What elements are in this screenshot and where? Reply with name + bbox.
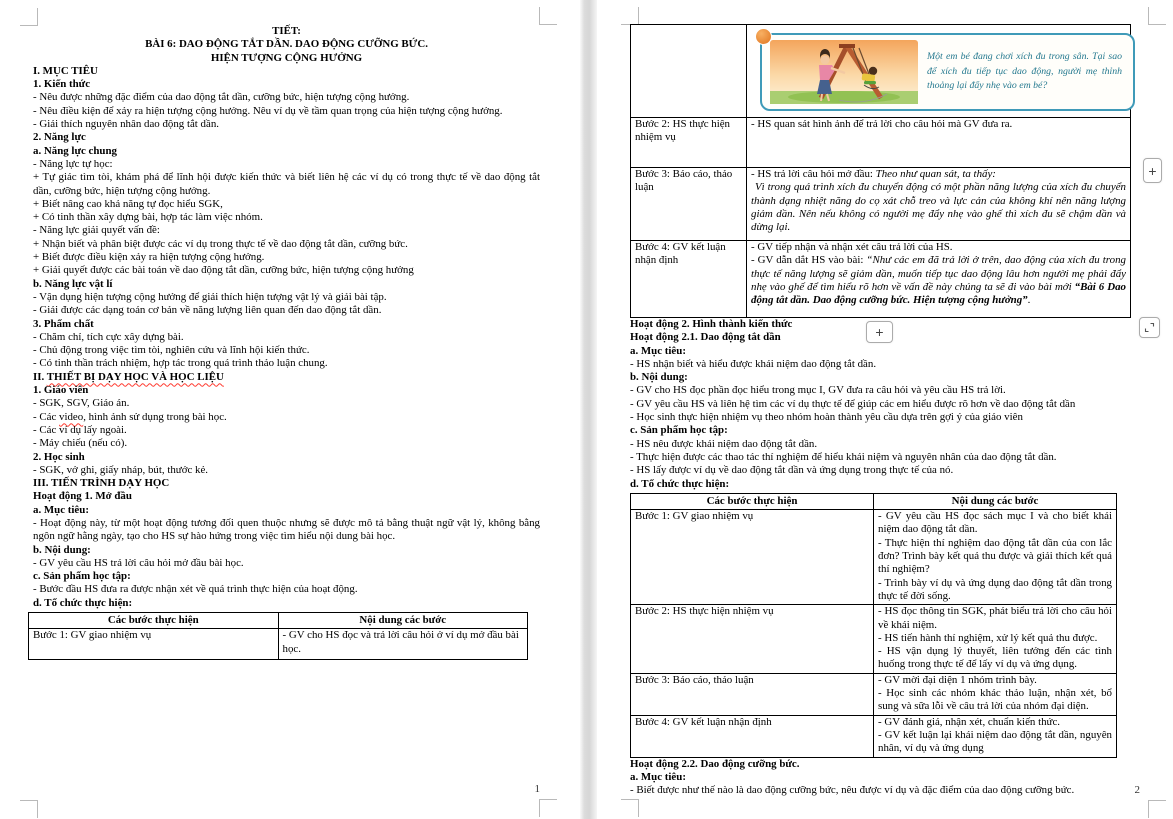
page-number-1: 1: [534, 783, 540, 795]
page-gap-divider: [580, 0, 597, 819]
crop-mark-page2-bottom-right: [1148, 800, 1166, 818]
table-row: [631, 25, 1131, 118]
insert-plus-button-middle[interactable]: [866, 321, 893, 343]
crop-mark-page2-bottom-left: [621, 799, 639, 817]
body-text: - Các: [33, 410, 60, 423]
table-header-steps: Các bước thực hiện: [631, 493, 874, 509]
body-line: + Tự giác tìm tòi, khám phá để lĩnh hội được kiến thức và biết liên hệ các ví dụ có trong thực tế về dao động tắt dần, cưỡng bức, hiện tượng cộng hưởng.: [33, 171, 540, 197]
section-number: II.: [33, 370, 47, 383]
doc-title-line: HIỆN TƯỢNG CỘNG HƯỞNG: [210, 51, 363, 64]
section-heading: [33, 371, 540, 384]
step-cell: Bước 1: GV giao nhiệm vụ: [29, 629, 279, 660]
content-cell: [747, 25, 1131, 118]
crop-mark-page1-bottom-left: [20, 800, 38, 818]
content-line: [751, 168, 1126, 181]
body-text: .: [1027, 294, 1031, 307]
content-line: - HS đọc thông tin SGK, phát biểu trả lời cho câu hỏi về khái niệm.: [878, 605, 1112, 631]
body-line: - Năng lực giải quyết vấn đề:: [33, 224, 160, 237]
table-header-steps: Các bước thực hiện: [29, 613, 279, 629]
step-cell: Bước 4: GV kết luận nhận định: [631, 241, 747, 318]
section-heading: 2. Học sinh: [33, 450, 85, 463]
body-line: - Các ví dụ lấy ngoài.: [33, 423, 127, 436]
section-heading: 1. Giáo viên: [33, 384, 89, 397]
crop-mark-page1-top-right: [539, 7, 557, 25]
content-line: - GV yêu cầu HS đọc sách mục I và cho biết khái niệm dao động tắt dần.: [878, 510, 1112, 536]
step-cell: Bước 2: HS thực hiện nhiệm vụ: [631, 118, 747, 168]
doc-title-line: TIẾT:: [272, 25, 301, 37]
body-line: - HS nhận biết và hiểu được khái niệm dao động tắt dần.: [630, 357, 877, 370]
step-cell: Bước 1: GV giao nhiệm vụ: [631, 510, 874, 605]
table-row: [631, 118, 1131, 168]
activity1-steps-table-continued: [630, 24, 1131, 318]
body-line: + Giải quyết được các bài toán về dao động tắt dần, cưỡng bức, hiện tượng cộng hưởng: [33, 264, 414, 277]
swing-illustration: [770, 40, 918, 104]
table-header-content: Nội dung các bước: [874, 493, 1117, 509]
table-row: [29, 629, 528, 660]
body-line: + Biết được điều kiện xảy ra hiện tượng cộng hưởng.: [33, 251, 265, 264]
content-cell: [874, 715, 1117, 757]
body-line: - Chủ động trong việc tìm tòi, nghiên cứu và lĩnh hội kiến thức.: [33, 344, 310, 357]
activity1-steps-table: [28, 612, 528, 660]
body-line: - SGK, vở ghi, giấy nháp, bút, thước kẻ.: [33, 463, 209, 476]
content-line: - GV kết luận lại khái niệm dao động tắt dần, nguyên nhân, ví dụ và ứng dụng: [878, 728, 1112, 755]
section-heading: 3. Phẩm chất: [33, 317, 94, 330]
crop-mark-page2-top-left: [621, 7, 639, 25]
section-heading: a. Mục tiêu:: [33, 503, 89, 516]
content-line: - Thực hiện thí nghiệm dao động tắt dần của con lắc đơn? Trình bày kết quả thu được và giải thích kết quả thí nghiệm?: [878, 536, 1112, 576]
italic-quote: “Như các em đã trả lời ở trên, dao động của xích đu trong thực tế năng lượng sẽ giảm dần, muốn tiếp tục dao động lâu hơn người mẹ phải đẩy nhẹ vào ghế để tìm hiểu rõ hơn về vấn đề này chúng ta sẽ đi vào bài mới: [751, 254, 1126, 293]
content-cell: [874, 605, 1117, 673]
crop-mark-page1-bottom-right: [539, 799, 557, 817]
body-line: - Hoạt động này, từ một hoạt động tương đối quen thuộc nhưng sẽ được mô tả bằng thuật ngữ vật lý, không bằng ngôn ngữ hằng ngày, tạo cho HS sự hào hứng trong việc tìm hiểu nội dung bài học.: [33, 516, 540, 543]
step-cell: Bước 3: Báo cáo, thảo luận: [631, 673, 874, 715]
section-heading: Hoạt động 2. Hình thành kiến thức: [630, 318, 793, 330]
content-cell: [747, 241, 1131, 318]
textbook-question-box: [760, 33, 1135, 111]
body-line: - Vận dụng hiện tượng cộng hưởng để giải thích hiện tượng vật lý và giải bài tập.: [33, 290, 387, 303]
content-cell: [874, 510, 1117, 605]
body-line: - GV cho HS đọc phần đọc hiểu trong mục I, GV đưa ra câu hỏi và yêu cầu HS trả lời.: [630, 384, 1006, 397]
spellchecked-word: video: [59, 410, 84, 423]
step-cell: Bước 4: GV kết luận nhận định: [631, 715, 874, 757]
italic-answer-text: Vì trong quá trình xích đu chuyển động có một phần năng lượng của xích đu chuyển thành dạng nhiệt năng do cọ xát chỗ treo và lực cản của không khí nên năng lượng giảm dần. Nên nếu không có người mẹ đẩy nhẹ vào ghế thì xích đu sẽ chậm dần và dừng lại.: [751, 181, 1126, 234]
section-heading: III. TIẾN TRÌNH DẠY HỌC: [33, 477, 170, 490]
content-line: - HS tiến hành thí nghiệm, xử lý kết quả thu được.: [878, 631, 1098, 644]
expand-corners-icon: [1144, 322, 1155, 333]
body-line: + Có tinh thần xây dựng bài, hợp tác làm việc nhóm.: [33, 211, 263, 224]
section-heading: b. Năng lực vật lí: [33, 277, 113, 290]
question-caption: Một em bé đang chơi xích đu trong sân. Tại sao để xích đu tiếp tục dao động, người mẹ thỉnh thoảng lại đẩy nhẹ vào em bé?: [927, 51, 1122, 92]
section-heading: 1. Kiến thức: [33, 78, 91, 91]
table-row: [631, 673, 1117, 715]
insert-plus-button-top[interactable]: [1143, 158, 1162, 183]
question-badge-icon: [755, 28, 772, 45]
content-line: - HS vận dụng lý thuyết, liên tưởng đến các tình huống trong thực tế để lấy ví dụ và ứng dụng.: [878, 645, 1112, 671]
body-line: - Năng lực tự học:: [33, 157, 113, 170]
table-row: [631, 241, 1131, 318]
section-heading: d. Tổ chức thực hiện:: [33, 596, 133, 609]
content-cell: - GV cho HS đọc và trả lời câu hỏi ở ví dụ mở đầu bài học.: [278, 629, 528, 660]
body-text: - GV dẫn dắt HS vào bài:: [751, 254, 867, 267]
section-heading: b. Nội dung:: [630, 371, 688, 384]
section-heading: I. MỤC TIÊU: [33, 64, 98, 77]
doc-title-line: BÀI 6: DAO ĐỘNG TẮT DẦN. DAO ĐỘNG CƯỠNG BỨC.: [145, 38, 428, 51]
body-line: - SGK, SGV, Giáo án.: [33, 397, 130, 410]
body-line: - Biết được như thế nào là dao động cưỡng bức, nêu được ví dụ và đặc điểm của dao động cưỡng bức.: [630, 784, 1075, 797]
body-line: - HS nêu được khái niệm dao động tắt dần.: [630, 437, 818, 450]
section-heading: Hoạt động 2.1. Dao động tắt dần: [630, 331, 781, 344]
table-row: [631, 605, 1117, 673]
crop-mark-page1-top-left: [20, 8, 38, 26]
section-heading: d. Tổ chức thực hiện:: [630, 477, 730, 490]
plus-icon: +: [875, 324, 884, 340]
italic-text: Theo như quan sát, ta thấy:: [875, 168, 996, 180]
step-cell: Bước 3: Báo cáo, thảo luận: [631, 168, 747, 241]
expand-button[interactable]: [1139, 317, 1160, 338]
table-row: [631, 715, 1117, 757]
body-line: + Biết nâng cao khả năng tự đọc hiểu SGK,: [33, 197, 223, 210]
page-1: [33, 25, 540, 660]
activity21-steps-table: [630, 493, 1117, 758]
body-line: - GV yêu cầu HS trả lời câu hỏi mở đầu bài học.: [33, 556, 244, 569]
plus-icon: +: [1148, 162, 1157, 179]
body-line: - HS lấy được ví dụ về dao động tắt dần và ứng dụng trong thực tế của nó.: [630, 464, 954, 477]
content-cell: [874, 673, 1117, 715]
section-heading: b. Nội dung:: [33, 543, 91, 556]
body-line: - Học sinh thực hiện nhiệm vụ theo nhóm hoàn thành yêu cầu dựa trên gợi ý của giáo viên: [630, 411, 1023, 424]
step-cell-empty: [631, 25, 747, 118]
section-heading: 2. Năng lực: [33, 131, 86, 144]
section-heading: c. Sản phẩm học tập:: [33, 570, 131, 583]
content-cell: [747, 168, 1131, 241]
section-heading: Hoạt động 1. Mở đầu: [33, 490, 132, 503]
bold-italic-lesson-title: “Bài 6 Dao động tắt dần. Dao động cưỡng bức. Hiện tượng cộng hưởng”: [751, 280, 1126, 307]
body-line: - Nêu điều kiện để xảy ra hiện tượng cộng hưởng. Nêu ví dụ về tầm quan trọng của hiện tượng cộng hưởng.: [33, 104, 503, 117]
body-line: - Nêu được những đặc điểm của dao động tắt dần, cưỡng bức, hiện tượng cộng hưởng.: [33, 91, 410, 104]
spellchecked-heading: THIẾT BỊ DẠY HỌC VÀ HỌC LIỆU: [46, 370, 224, 383]
section-heading: Hoạt động 2.2. Dao động cưỡng bức.: [630, 757, 800, 770]
table-row: [631, 168, 1131, 241]
table-row: [631, 510, 1117, 605]
content-line: [751, 254, 1126, 307]
section-heading: a. Năng lực chung: [33, 144, 117, 157]
content-line: - GV đánh giá, nhận xét, chuẩn kiến thức.: [878, 715, 1061, 728]
page-2: [630, 24, 1140, 797]
section-heading: a. Mục tiêu:: [630, 770, 686, 783]
content-line: - GV tiếp nhận và nhận xét câu trả lời của HS.: [751, 241, 953, 253]
body-line: - Thực hiện được các thao tác thí nghiệm để hiểu khái niệm và nguyên nhân của dao động tắt dần.: [630, 450, 1057, 463]
body-line: [33, 411, 540, 424]
crop-mark-page2-top-right: [1148, 7, 1166, 25]
section-heading: c. Sản phẩm học tập:: [630, 424, 728, 437]
body-line: + Nhận biết và phân biệt được các ví dụ trong thực tế về dao động tắt dần, cưỡng bức.: [33, 237, 408, 250]
table-header-content: Nội dung các bước: [278, 613, 528, 629]
body-line: - Bước đầu HS đưa ra được nhận xét về quá trình thực hiện của hoạt động.: [33, 583, 358, 596]
body-line: - Giải thích nguyên nhân dao động tắt dần.: [33, 118, 220, 131]
page-number-2: 2: [1134, 784, 1140, 796]
body-line: - Máy chiếu (nếu có).: [33, 437, 128, 450]
content-line: - Học sinh các nhóm khác thảo luận, nhận xét, bổ sung và sữa lỗi về câu trả lời của nhóm đại diện.: [878, 687, 1112, 713]
body-line: - GV yêu cầu HS và liên hệ tìm các ví dụ thực tế để giúp các em hiểu được rõ hơn về dao động tắt dần: [630, 397, 1076, 410]
body-text: - HS trả lời câu hỏi mở đầu:: [751, 168, 876, 180]
step-cell: Bước 2: HS thực hiện nhiệm vụ: [631, 605, 874, 673]
body-line: - Chăm chỉ, tích cực xây dựng bài.: [33, 330, 184, 343]
section-heading: a. Mục tiêu:: [630, 344, 686, 357]
body-line: - Giải được các dạng toán cơ bản về năng lượng liên quan đến dao động tắt dần.: [33, 304, 382, 317]
content-line: - GV mời đại diện 1 nhóm trình bày.: [878, 673, 1037, 686]
content-line: - Trình bày ví dụ và ứng dụng dao động tắt dần trong thực tế đời sống.: [878, 576, 1112, 602]
body-text: , hình ảnh sử dụng trong bài học.: [83, 410, 227, 423]
content-cell: - HS quan sát hình ảnh để trả lời cho câu hỏi mà GV đưa ra.: [747, 118, 1131, 168]
body-line: - Có tinh thần trách nhiệm, hợp tác trong quá trình thảo luận chung.: [33, 357, 328, 370]
